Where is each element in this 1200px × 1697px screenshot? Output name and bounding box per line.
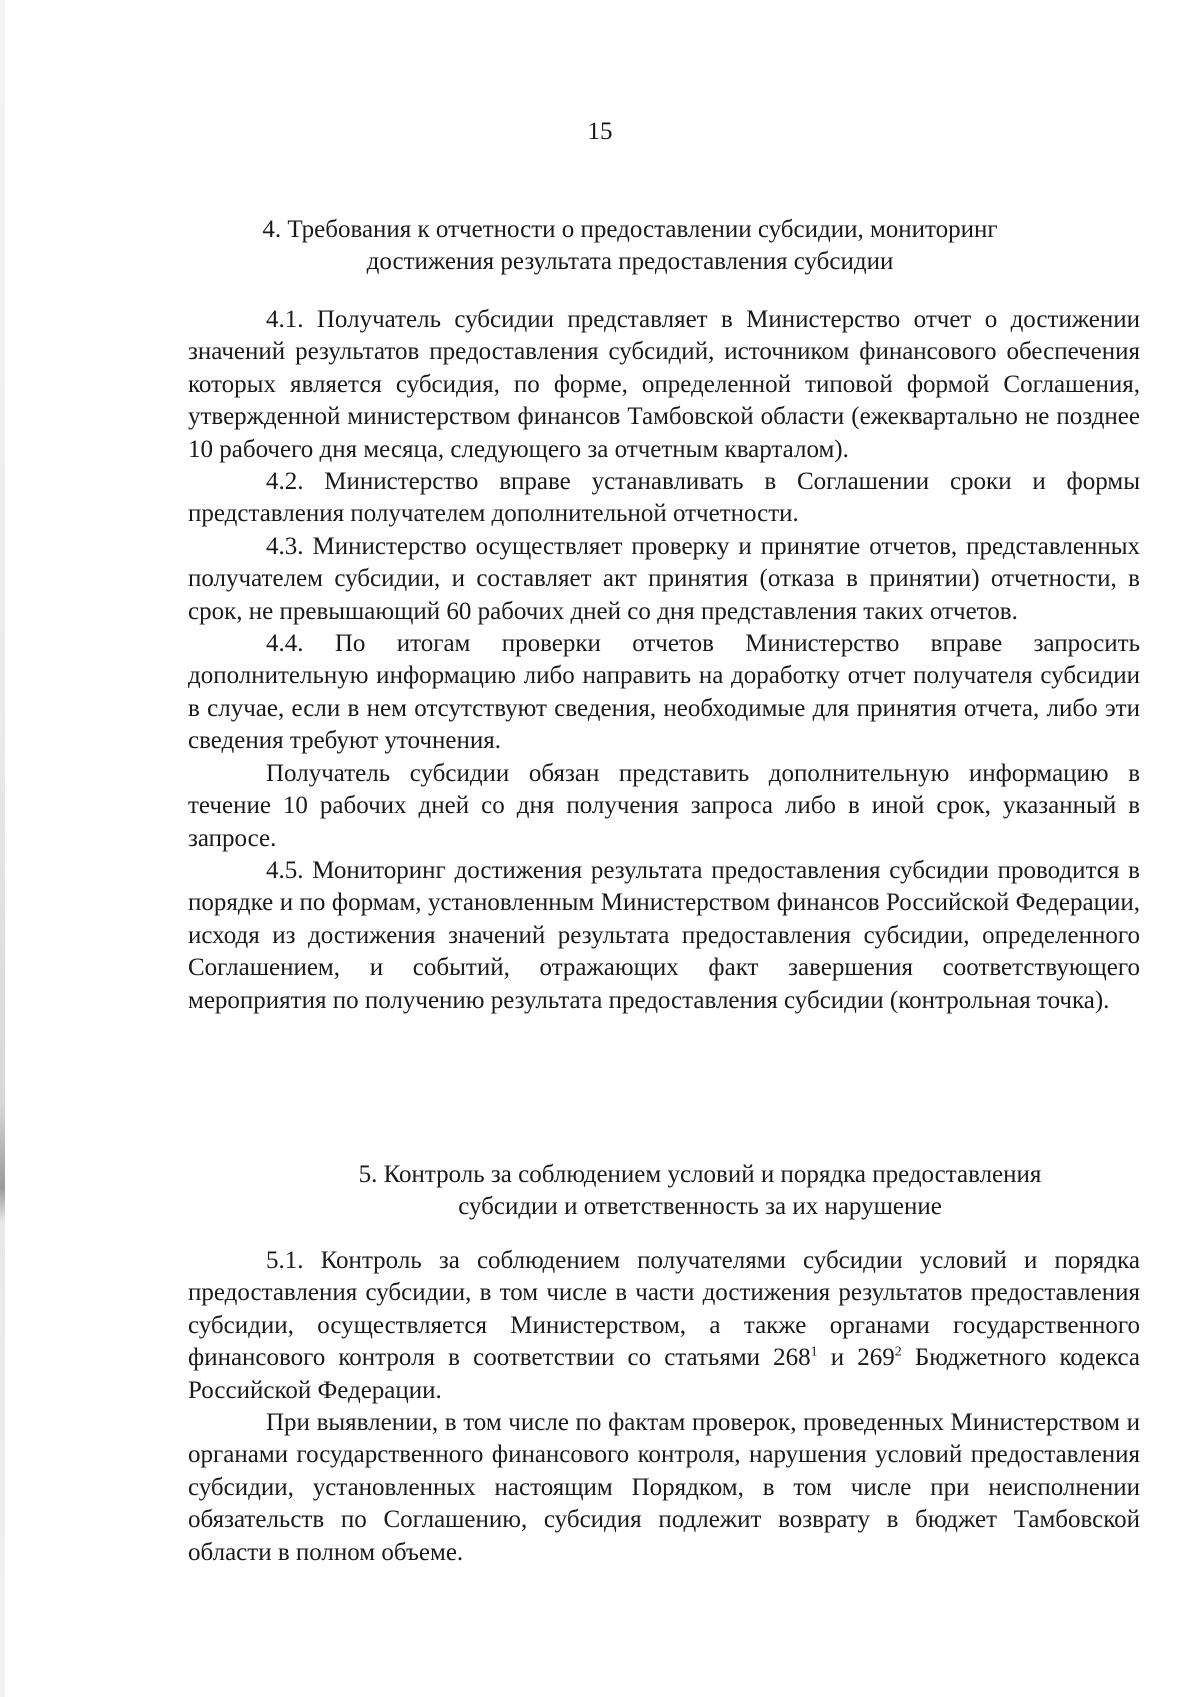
section-5-heading-line2: субсидии и ответственность за их нарушение <box>458 1193 942 1220</box>
article-269-superscript: 2 <box>894 1344 902 1360</box>
page-number: 15 <box>587 118 613 145</box>
scan-edge-artifact <box>0 0 5 1697</box>
section-4-heading <box>170 214 1090 278</box>
paragraph-4-1: 4.1. Получатель субсидии представляет в Министерство отчет о достижении значений результатов предоставления субсидий, источником финансового обеспечения которых является субсидия, по форме, определенной типовой формой Соглашения, утвержденной министерством финансов Тамбовской области (ежеквартально не позднее 10 рабочего дня месяца, следующего за отчетным кварталом). <box>188 306 1140 463</box>
paragraph-4-3: 4.3. Министерство осуществляет проверку и принятие отчетов, представленных получателем субсидии, и составляет акт принятия (отказа в принятии) отчетности, в срок, не превышающий 60 рабочих дней со дня представления таких отчетов. <box>188 532 1140 625</box>
paragraph-5-1-mid: и 269 <box>817 1344 895 1372</box>
paragraph-5-violations: При выявлении, в том числе по фактам проверок, проведенных Министерством и органами государственного финансового контроля, нарушения условий предоставления субсидии, установленных настоящим Порядком, в том числе при неисполнении обязательств по Соглашению, субсидия подлежит возврату в бюджет Тамбовской области в полном объеме. <box>188 1409 1140 1566</box>
article-268-superscript: 1 <box>810 1344 818 1360</box>
paragraph-4-2: 4.2. Министерство вправе устанавливать в Соглашении сроки и формы представления получателем дополнительной отчетности. <box>188 468 1140 528</box>
section-4-heading-line1: 4. Требования к отчетности о предоставлении субсидии, мониторинг <box>262 216 998 243</box>
paragraph-4-4-recipient: Получатель субсидии обязан представить дополнительную информацию в течение 10 рабочих дней со дня получения запроса либо в иной срок, указанный в запросе. <box>188 759 1140 852</box>
section-4-heading-line2: достижения результата предоставления субсидии <box>366 248 894 275</box>
section-5-heading-line1: 5. Контроль за соблюдением условий и порядка предоставления <box>358 1161 1042 1188</box>
paragraph-5-1 <box>188 1245 1140 1407</box>
paragraph-5-1-end: Бюджетного кодекса Российской Федерации. <box>188 1344 1141 1404</box>
section-4-body <box>188 304 1140 1017</box>
section-5-heading <box>240 1159 1160 1223</box>
paragraph-4-4: 4.4. По итогам проверки отчетов Министерство вправе запросить дополнительную информацию либо направить на доработку отчет получателя субсидии в случае, если в нем отсутствуют сведения, необходимые для принятия отчета, либо эти сведения требуют уточнения. <box>188 630 1140 755</box>
section-5-body <box>188 1245 1140 1569</box>
paragraph-5-1-text: 5.1. Контроль за соблюдением получателями субсидии условий и порядка предоставления субсидии, в том числе в части достижения результатов предоставления субсидии, осуществляется Министерством, а также органами государственного финансового контроля в соответствии со статьями 268 <box>188 1247 1140 1372</box>
paragraph-4-5: 4.5. Мониторинг достижения результата предоставления субсидии проводится в порядке и по формам, установленным Министерством финансов Российской Федерации, исходя из достижения значений результата предоставления субсидии, определенного Соглашением, и событий, отражающих факт завершения соответствующего мероприятия по получению результата предоставления субсидии (контрольная точка). <box>188 856 1140 1014</box>
